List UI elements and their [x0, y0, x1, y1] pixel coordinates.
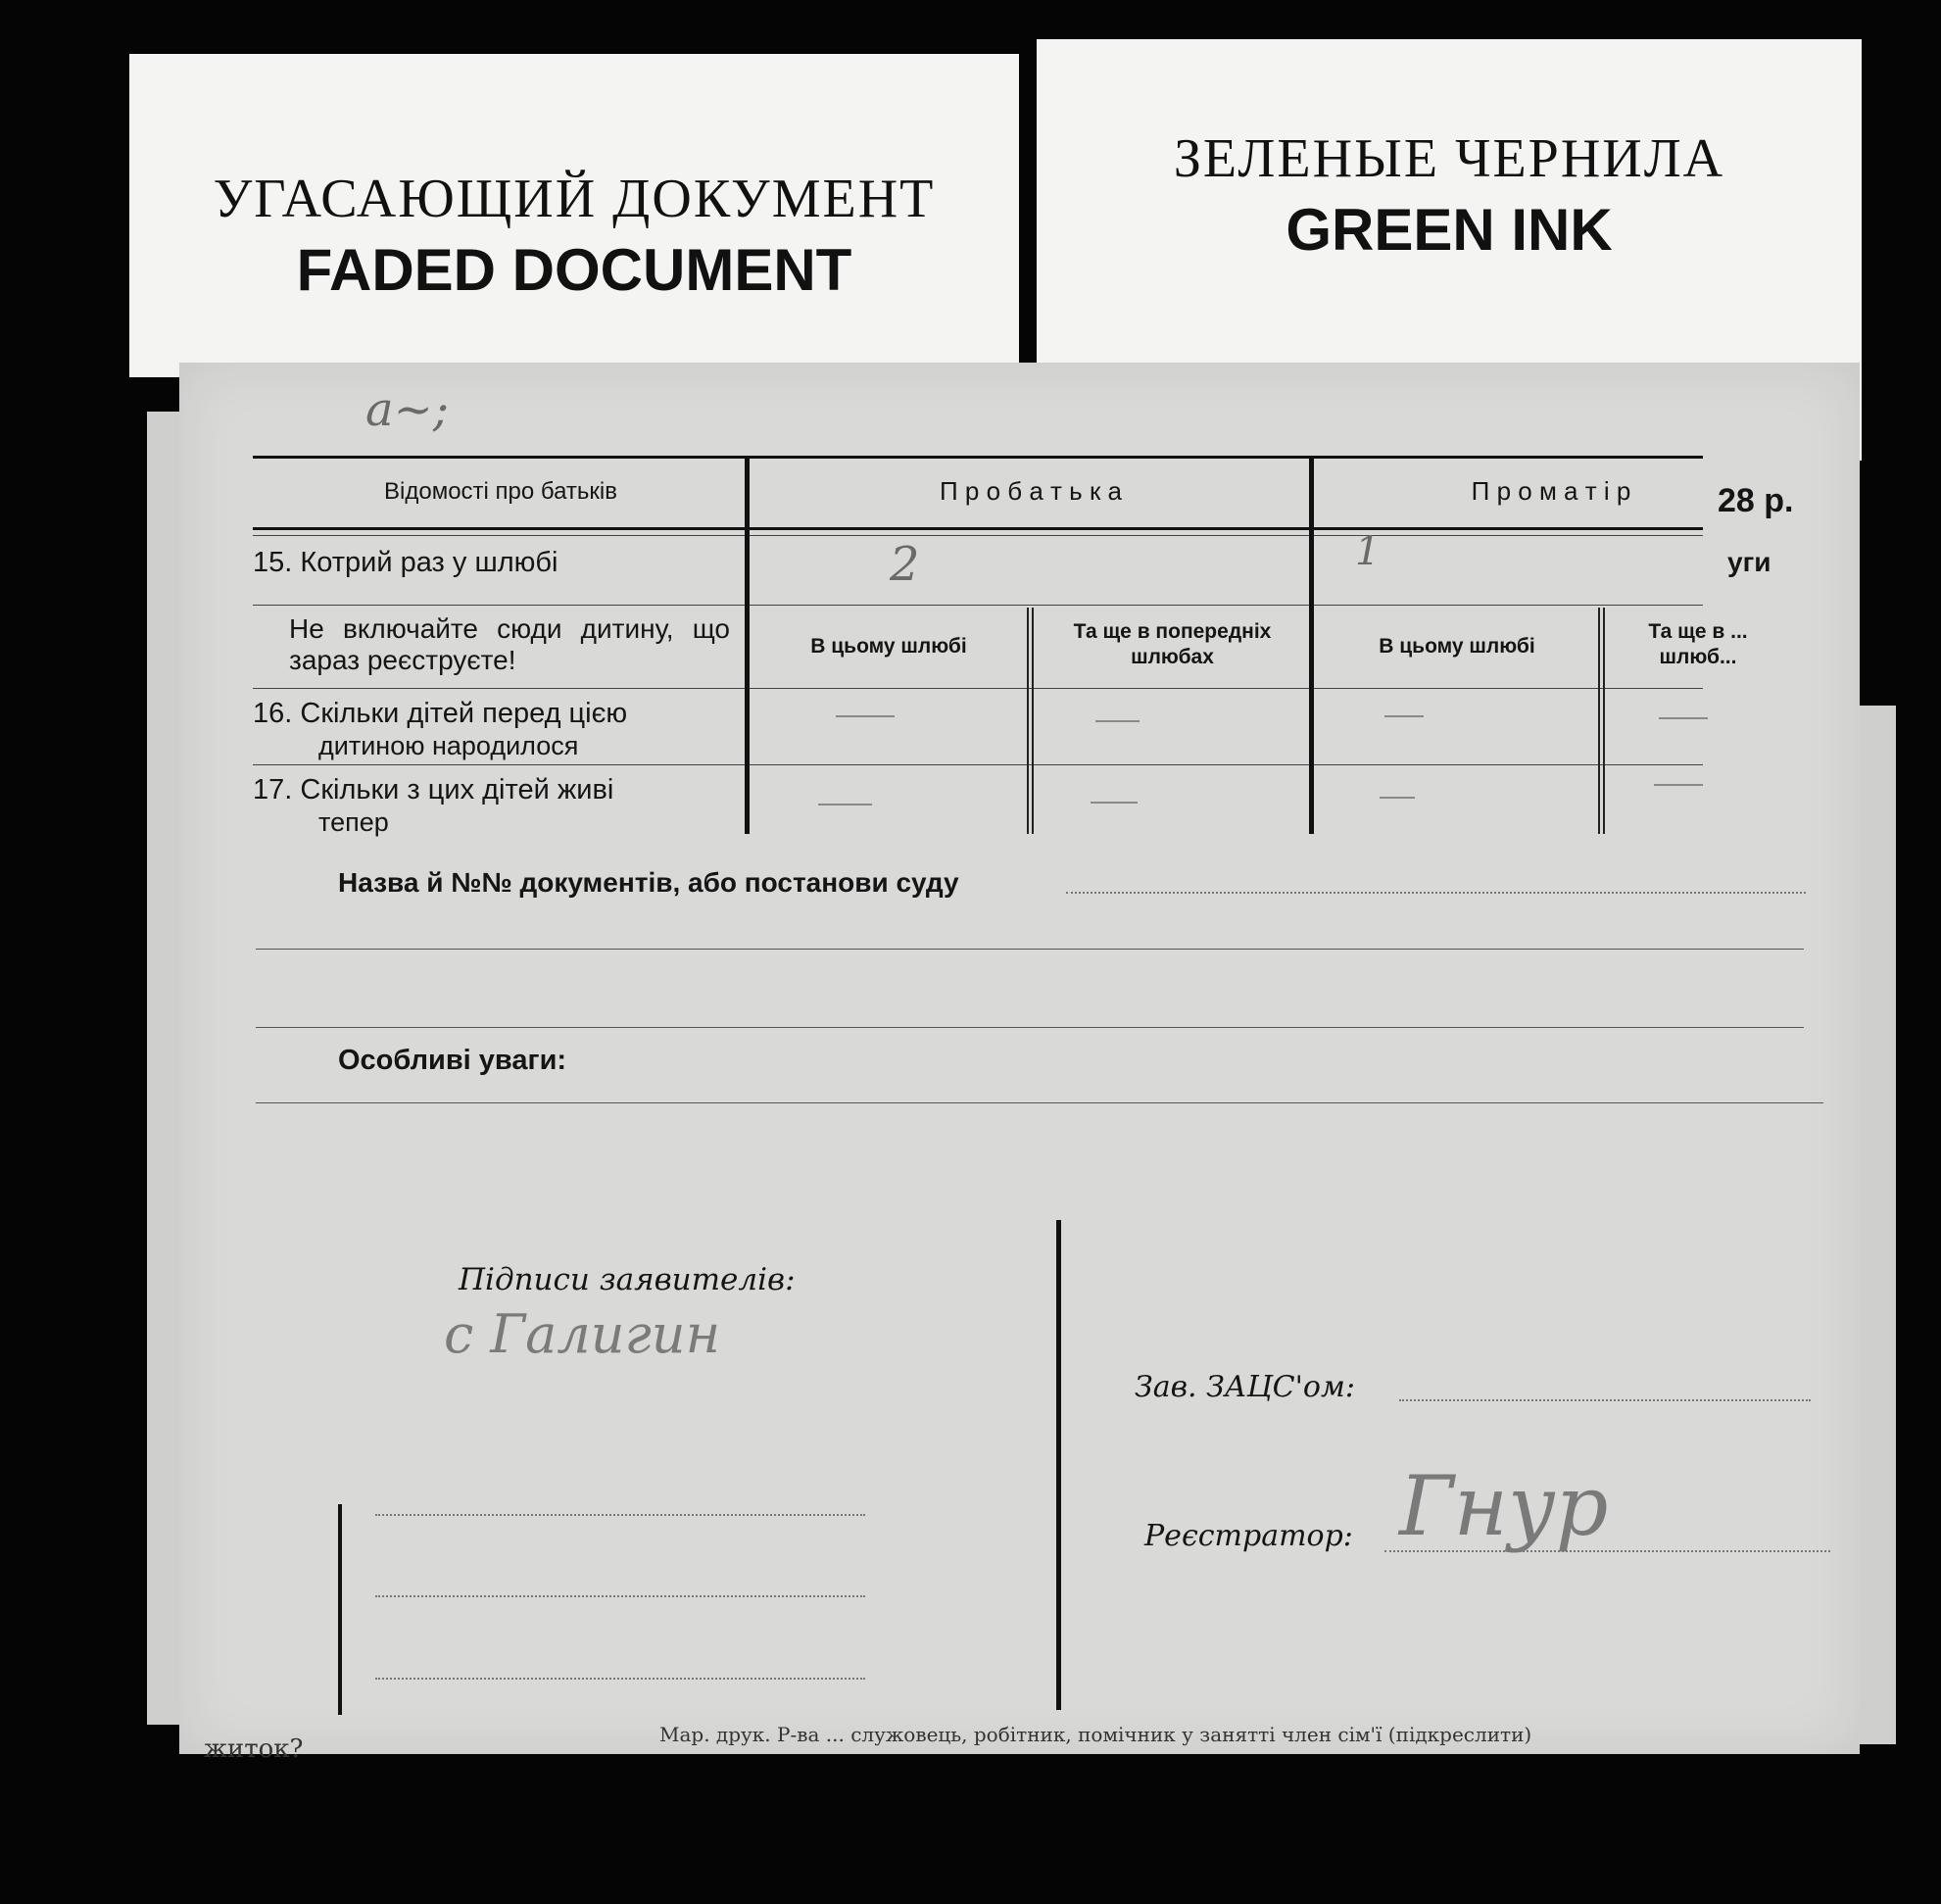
signature-dotted-line-3: [375, 1678, 865, 1680]
green-label-ru: ЗЕЛЕНЫЕ ЧЕРНИЛА: [1173, 128, 1725, 189]
side-fragment-year: 28 р.: [1718, 482, 1794, 519]
faded-document-label: [129, 54, 1019, 377]
faded-label-ru: УГАСАЮЩИЙ ДОКУМЕНТ: [213, 168, 936, 229]
sub-previous-father: Та ще в попередніх шлюбах: [1073, 620, 1272, 668]
sub-previous-mother: Та ще в ... шлюб...: [1648, 620, 1748, 668]
footer-left-fragment: житок?: [204, 1734, 304, 1764]
registry-head-label: Зав. ЗАЦС'ом:: [1135, 1370, 1355, 1404]
special-notes-label: Особливі уваги:: [338, 1045, 567, 1076]
row16-mother-prev-dash: [1659, 717, 1708, 719]
applicants-signatures-label: Підписи заявителів:: [459, 1262, 796, 1297]
documents-dotted-line: [1066, 892, 1806, 894]
row15-mother-value: 1: [1355, 529, 1381, 574]
note-rule: [253, 688, 1703, 689]
header-about-mother: П р о м а т і р: [1471, 476, 1631, 506]
row16-label-line2: дитиною народилося: [318, 731, 579, 760]
faded-label-en: FADED DOCUMENT: [296, 236, 852, 303]
header-about-father: П р о б а т ь к а: [939, 476, 1123, 506]
table-header-rule: [253, 527, 1703, 530]
documents-line-3: [256, 1027, 1804, 1028]
table-header-rule-2: [253, 535, 1703, 536]
signature-dotted-line-2: [375, 1595, 865, 1597]
side-fragment-text: уги: [1727, 547, 1771, 577]
row17-mother-prev-dash: [1654, 784, 1703, 786]
note-exclude-child: Не включайте сюди дитину, що зараз реєструєте!: [289, 613, 730, 675]
printer-footer: Мар. друк. Р-ва ... служовець, робітник, помічник у занятті член сім'ї (підкреслити): [659, 1723, 1532, 1746]
table-top-rule: [253, 456, 1703, 459]
sub-divider-father: [1027, 608, 1029, 834]
signature-area-divider: [1056, 1220, 1061, 1710]
sub-divider-mother-2: [1603, 608, 1605, 834]
form-sheet: [179, 363, 1860, 1764]
row17-label-line1: 17. Скільки з цих дітей живі: [253, 774, 614, 806]
row17-father-prev-dash: [1091, 802, 1138, 804]
applicant-signature: с Галигин: [444, 1303, 721, 1365]
header-parents-info: Відомості про батьків: [384, 478, 617, 505]
row16-father-prev-dash: [1095, 720, 1140, 722]
row17-label-line2: тепер: [318, 807, 389, 837]
row16-label-line1: 16. Скільки дітей перед цією: [253, 698, 628, 729]
signature-dotted-line-1: [375, 1514, 865, 1516]
registry-head-dotted-line: [1399, 1399, 1811, 1401]
row15-rule: [253, 605, 1703, 606]
sub-divider-mother: [1598, 608, 1600, 834]
documents-label: Назва й №№ документів, або постанови суду: [338, 867, 959, 898]
row16-father-this-dash: [836, 715, 895, 717]
row16-rule: [253, 764, 1703, 765]
row15-father-value: 2: [890, 537, 920, 592]
row16-mother-this-dash: [1384, 715, 1424, 717]
row17-father-this-dash: [818, 804, 872, 806]
green-label-en: GREEN INK: [1286, 197, 1613, 263]
registrar-label: Реєстратор:: [1144, 1519, 1353, 1553]
documents-line-2: [256, 949, 1804, 950]
corner-handwritten-mark: a~;: [365, 382, 450, 437]
col-divider-2: [1309, 457, 1314, 834]
sub-this-marriage-father: В цьому шлюбі: [810, 635, 967, 658]
sub-this-marriage-mother: В цьому шлюбі: [1379, 635, 1535, 658]
row15-label: 15. Котрий раз у шлюбі: [253, 547, 558, 578]
registrar-signature: Гнур: [1399, 1458, 1609, 1554]
signature-bracket: [338, 1504, 342, 1715]
sub-divider-father-2: [1032, 608, 1034, 834]
special-notes-line: [256, 1102, 1823, 1103]
col-divider-1: [745, 457, 750, 834]
row17-mother-this-dash: [1380, 797, 1415, 799]
